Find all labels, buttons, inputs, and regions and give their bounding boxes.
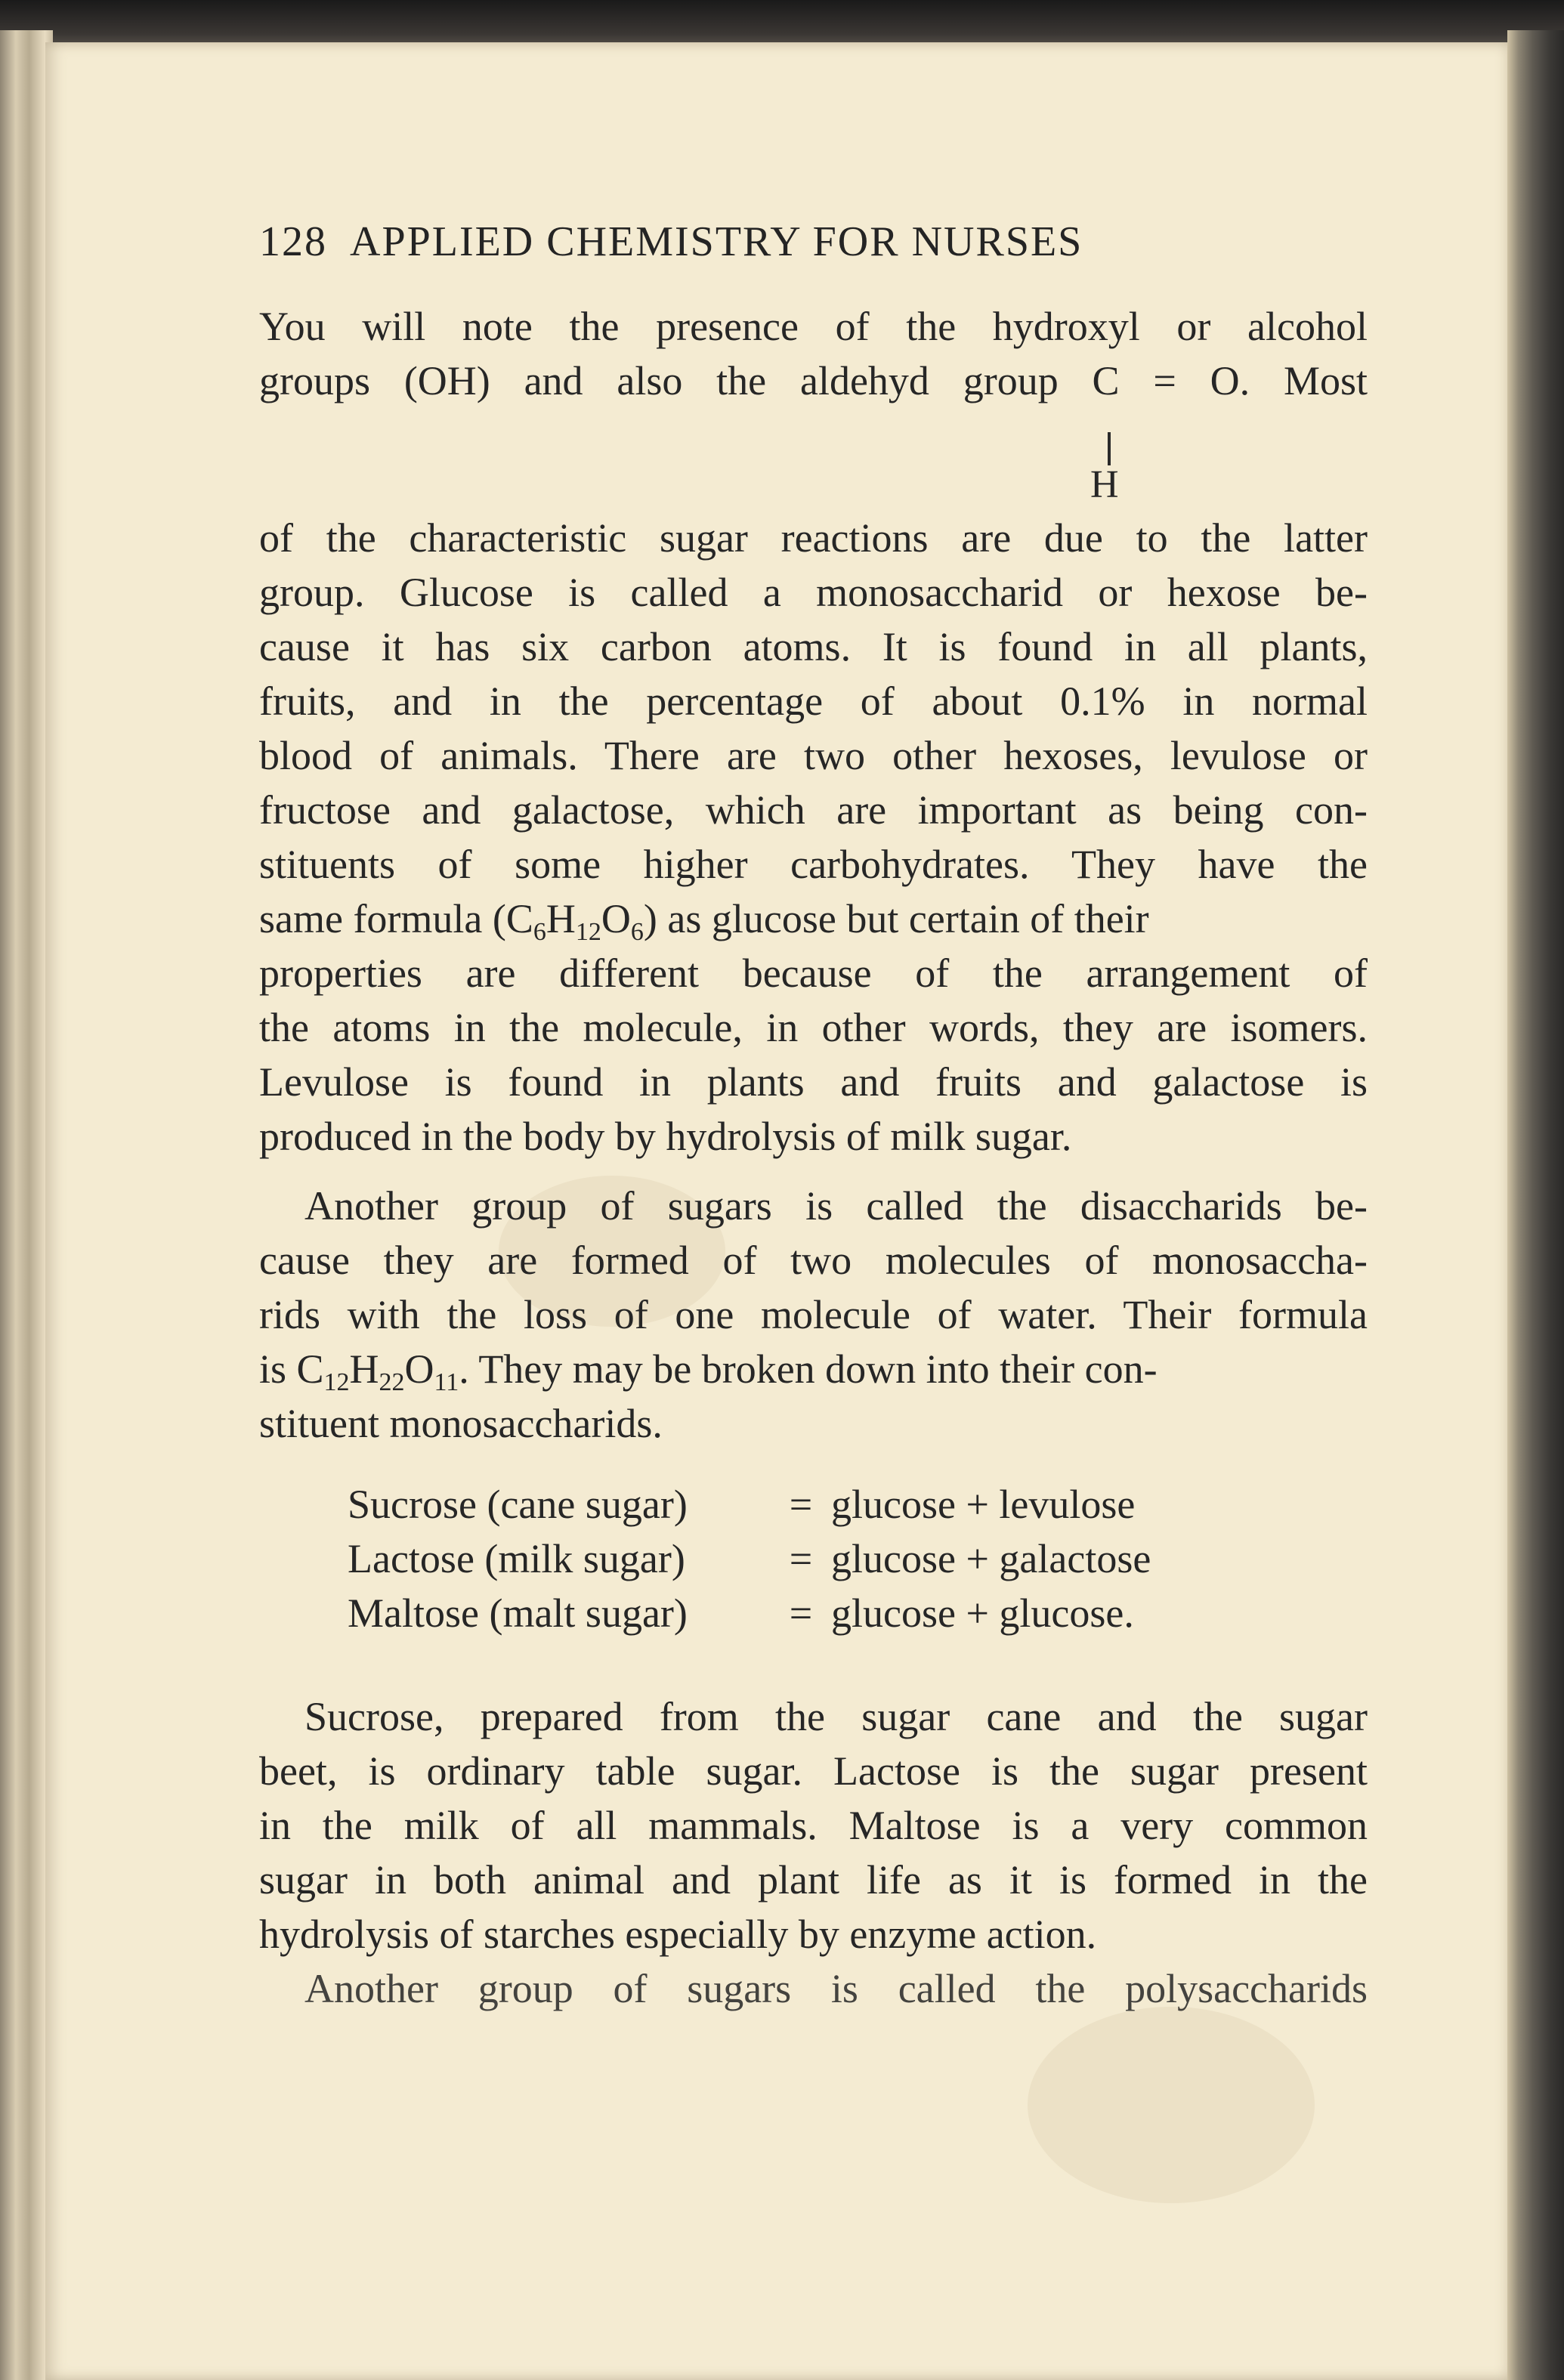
equation-lhs: Lactose (milk sugar) — [348, 1536, 685, 1581]
formula-text: is C — [259, 1346, 324, 1392]
sugar-equation — [348, 1590, 1134, 1637]
formula-subscript: 6 — [630, 918, 644, 946]
paper-stain — [1028, 2007, 1315, 2203]
text-line: Levulose is found in plants and fruits and galactose is — [259, 1059, 1368, 1105]
text-line: the atoms in the molecule, in other words, they are isomers. — [259, 1005, 1368, 1050]
text-line: cause it has six carbon atoms. It is found in all plants, — [259, 624, 1368, 669]
text-line: hydrolysis of starches especially by enzyme action. — [259, 1912, 1097, 1957]
formula-subscript: 11 — [434, 1368, 459, 1396]
text-line: stituents of some higher carbohydrates. They have the — [259, 842, 1368, 887]
book-top-edge — [0, 0, 1564, 48]
equation-equals: = — [789, 1482, 813, 1527]
text-line: in the milk of all mammals. Maltose is a very common — [259, 1803, 1368, 1848]
book-right-edge — [1507, 30, 1564, 2380]
page-number: 128 — [259, 218, 327, 265]
text-line: rids with the loss of one molecule of water. Their formula — [259, 1292, 1368, 1337]
sugar-equation — [348, 1535, 1151, 1582]
equation-equals: = — [789, 1590, 813, 1636]
text-line: blood of animals. There are two other hexoses, levulose or — [259, 733, 1368, 778]
equation-rhs: glucose + levulose — [831, 1482, 1136, 1527]
formula-line — [259, 1342, 1368, 1396]
formula-text: H — [546, 896, 576, 941]
formula-text: H — [349, 1346, 379, 1392]
text-line: fructose and galactose, which are important as being con- — [259, 787, 1368, 833]
running-head — [259, 218, 1083, 266]
text-line: stituent monosaccharids. — [259, 1401, 663, 1446]
text-line: Another group of sugars is called the disaccharids be- — [304, 1183, 1368, 1229]
equation-rhs: glucose + galactose — [831, 1536, 1151, 1581]
equation-lhs: Sucrose (cane sugar) — [348, 1482, 688, 1527]
text-line: properties are different because of the arrangement of — [259, 950, 1368, 996]
sugar-equation — [348, 1481, 1135, 1528]
formula-subscript: 22 — [379, 1368, 405, 1396]
equation-lhs: Maltose (malt sugar) — [348, 1590, 688, 1636]
text-line: You will note the presence of the hydroxyl or alcohol — [259, 304, 1368, 349]
aldehyde-hydrogen: H — [1090, 463, 1119, 506]
formula-subscript: 6 — [533, 918, 546, 946]
text-line: Another group of sugars is called the polysaccharids — [304, 1966, 1368, 2011]
text-line: of the characteristic sugar reactions are due to the latter — [259, 515, 1368, 561]
formula-text: O — [601, 896, 631, 941]
equation-rhs: glucose + glucose. — [831, 1590, 1134, 1636]
text-line: beet, is ordinary table sugar. Lactose is the sugar present — [259, 1748, 1368, 1794]
text-line: Sucrose, prepared from the sugar cane and the sugar — [304, 1694, 1368, 1739]
formula-subscript: 12 — [575, 918, 601, 946]
formula-text: ) as glucose but certain of their — [643, 896, 1149, 941]
text-line: group. Glucose is called a monosaccharid or hexose be- — [259, 570, 1368, 615]
running-head-title: APPLIED CHEMISTRY FOR NURSES — [350, 218, 1083, 265]
aldehyde-bond-line — [1108, 432, 1111, 465]
formula-text: O — [404, 1346, 434, 1392]
text-line: sugar in both animal and plant life as it is formed in the — [259, 1857, 1368, 1902]
formula-text: same formula (C — [259, 896, 533, 941]
text-line: groups (OH) and also the aldehyd group C = O. Most — [259, 358, 1368, 403]
formula-line — [259, 892, 1368, 946]
equation-equals: = — [789, 1536, 813, 1581]
formula-subscript: 12 — [323, 1368, 350, 1396]
text-line: cause they are formed of two molecules of monosaccha- — [259, 1238, 1368, 1283]
formula-text: . They may be broken down into their con- — [459, 1346, 1158, 1392]
text-line: fruits, and in the percentage of about 0.1% in normal — [259, 678, 1368, 724]
text-line: produced in the body by hydrolysis of milk sugar. — [259, 1114, 1072, 1159]
